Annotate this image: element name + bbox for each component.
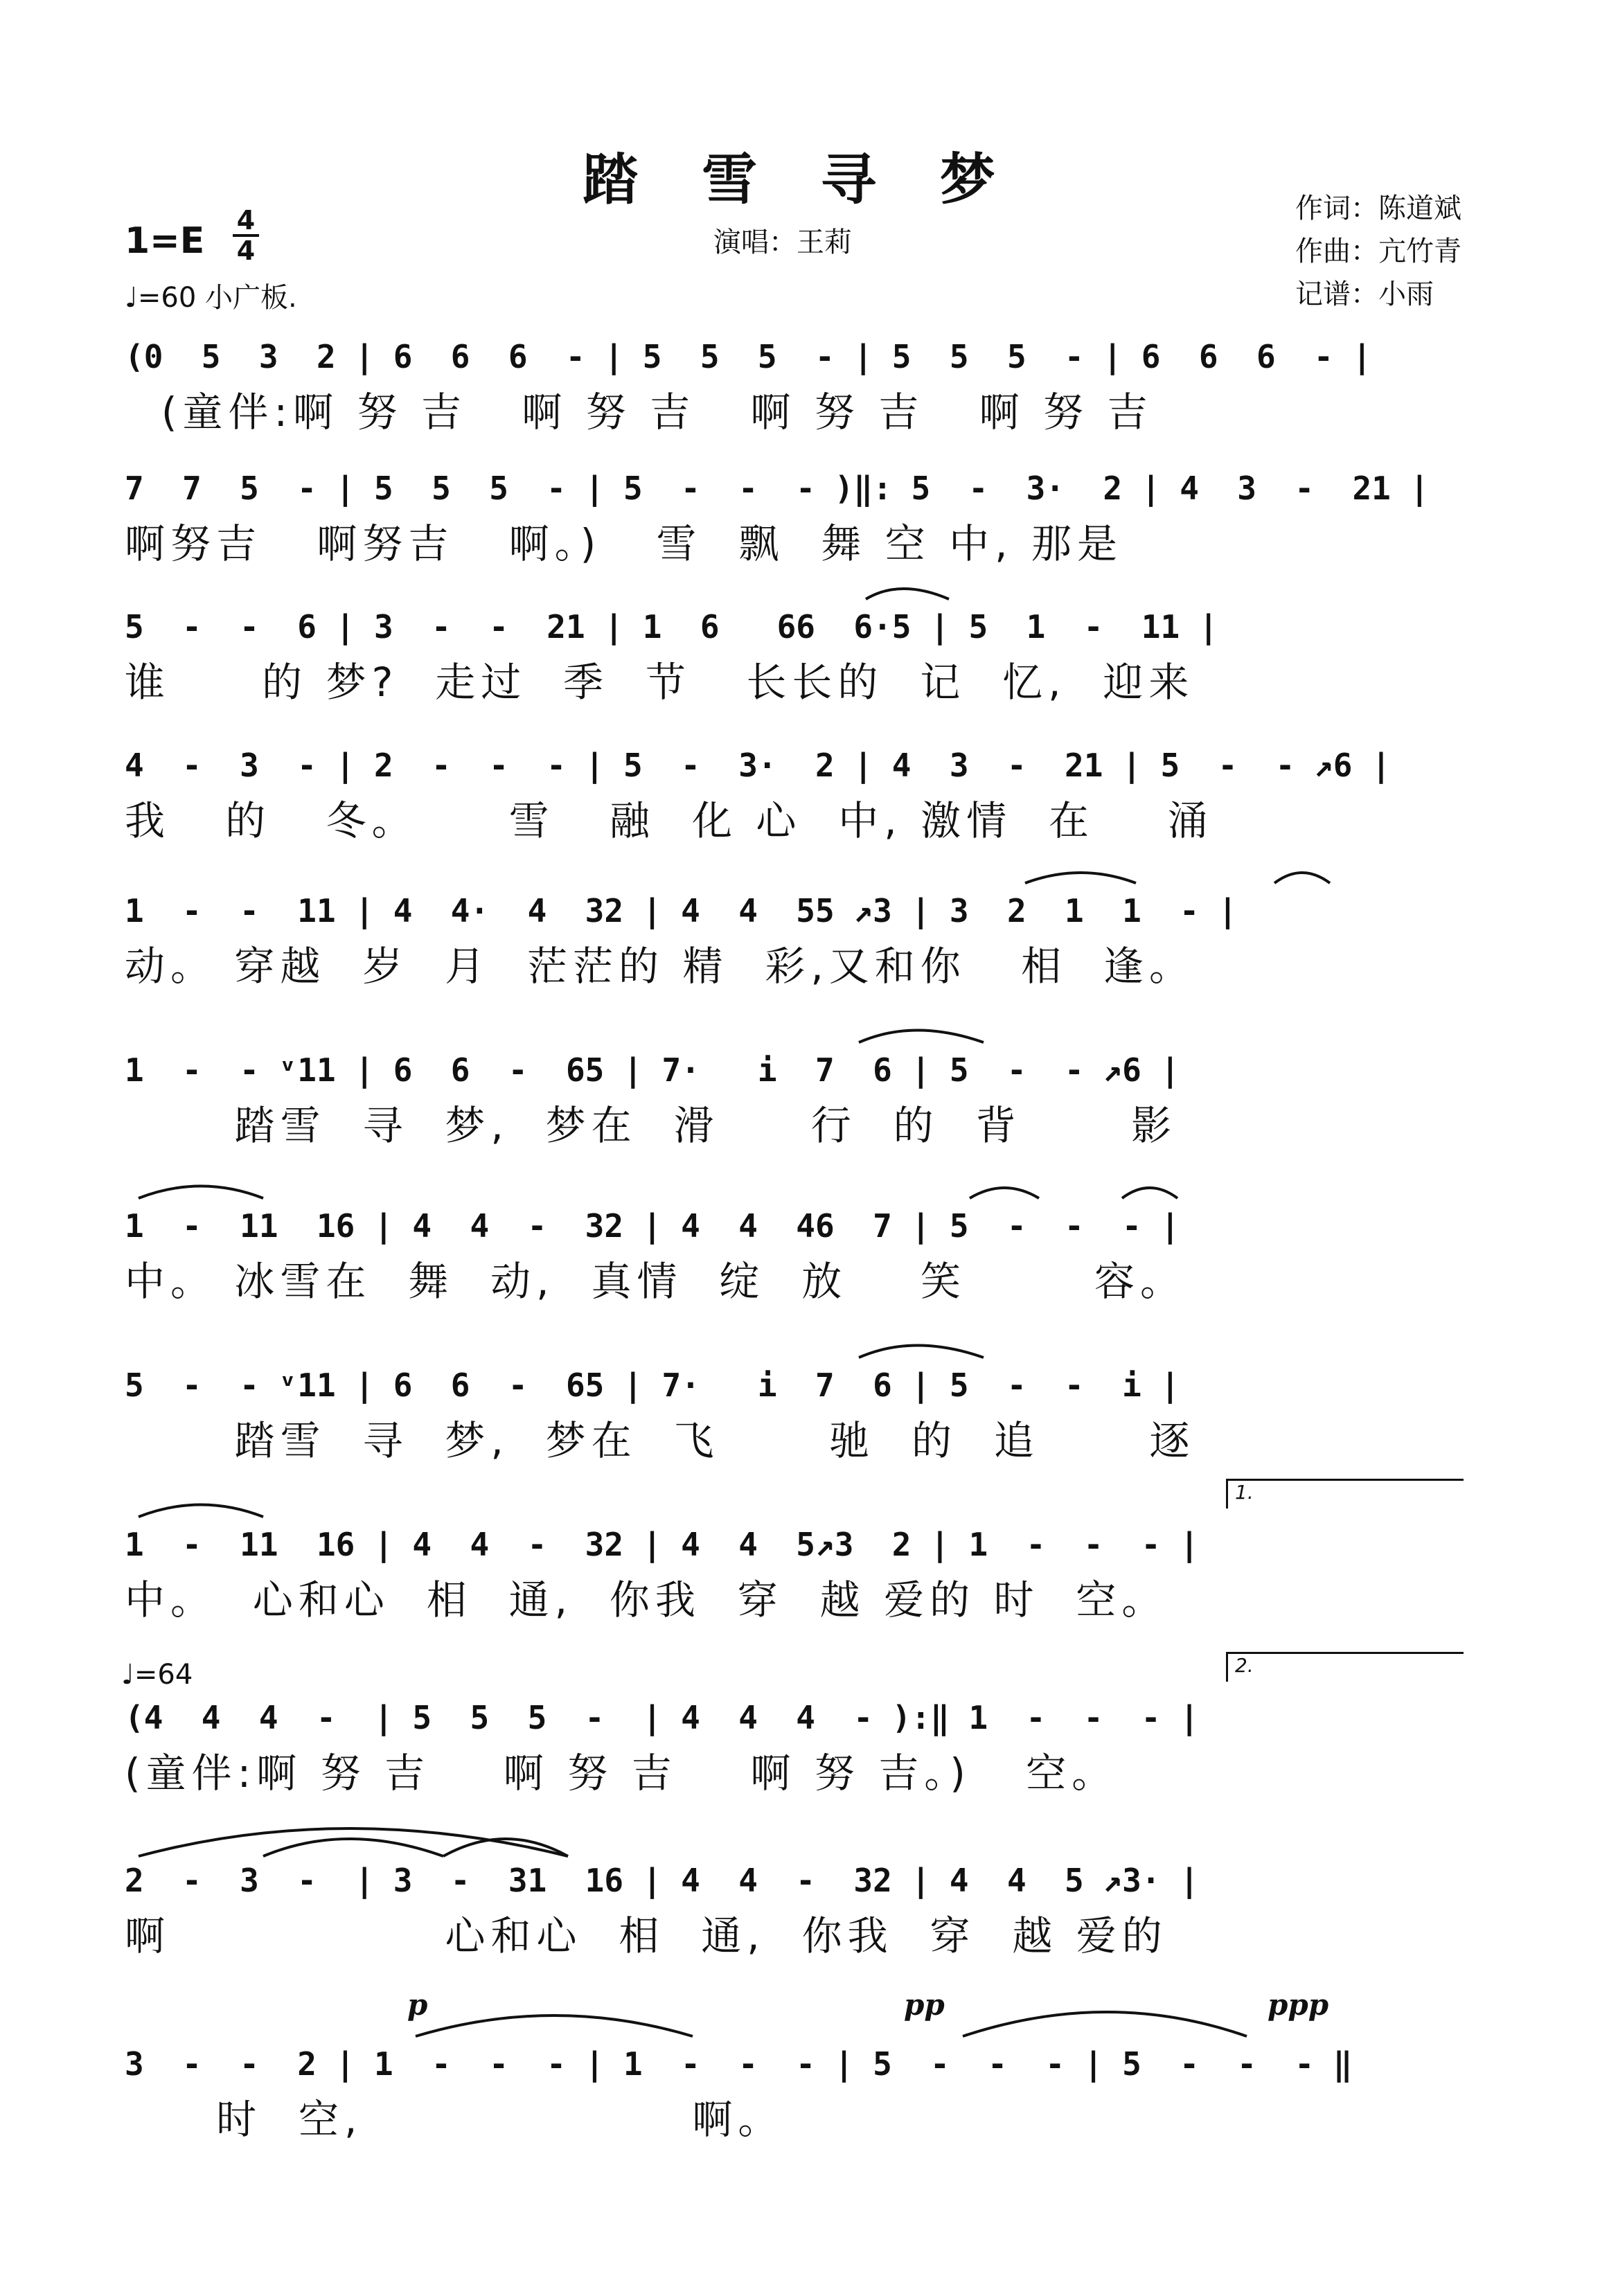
score-row-1 — [125, 329, 1461, 468]
second-ending-bracket: 2. — [1226, 1652, 1464, 1682]
lyric-line: 踏雪 寻 梦, 梦在 飞 驰 的 追 逐 — [125, 1417, 1195, 1464]
lyric-line: 中。 心和心 相 通, 你我 穿 越 爱的 时 空。 — [125, 1576, 1168, 1623]
notation-line: 4 - 3 - | 2 - - - | 5 - 3· 2 | 4 3 - 21 | 5 - - ↗6 | — [125, 747, 1391, 784]
lyric-line: 啊努吉 啊努吉 啊。) 雪 飘 舞 空 中, 那是 — [125, 520, 1123, 567]
lyric-line: (童伴:啊 努 吉 啊 努 吉 啊 努 吉。) 空。 — [125, 1750, 1118, 1797]
slur — [416, 2015, 693, 2036]
time-signature — [232, 206, 260, 265]
score-row-9 — [125, 1517, 1461, 1655]
notation-line: 5 - - 6 | 3 - - 21 | 1 6 66 6·5 | 5 1 - 11 | — [125, 608, 1218, 646]
slur — [963, 2012, 1247, 2036]
dynamic-ppp: ppp — [1268, 1988, 1329, 2022]
notation-line: 3 - - 2 | 1 - - - | 1 - - - | 5 - - - | 5 - - - ‖ — [125, 2045, 1353, 2083]
lyric-line: 时 空, 啊。 — [125, 2096, 784, 2143]
dynamic-pp: pp — [904, 1988, 945, 2022]
song-title: 踏 雪 寻 梦 — [583, 148, 1017, 212]
dynamic-p: p — [407, 1988, 428, 2022]
notation-line: 1 - - 11 | 4 4· 4 32 | 4 4 55 ↗3 | 3 2 1 1 - | — [125, 892, 1238, 929]
slur — [859, 1031, 984, 1043]
score-row-12 — [125, 2036, 1461, 2175]
slur — [970, 1188, 1039, 1198]
notation-line: 2 - 3 - | 3 - 31 16 | 4 4 - 32 | 4 4 5 ↗3· | — [125, 1862, 1199, 1899]
first-ending-bracket: 1. — [1226, 1479, 1464, 1509]
lyric-line: 啊 心和心 相 通, 你我 穿 越 爱的 — [125, 1912, 1168, 1959]
transcriber-credit: 记谱：小雨 — [1295, 278, 1434, 310]
composer-credit: 作曲：亢竹青 — [1295, 235, 1461, 267]
tempo-change-marking: ♩=64 — [121, 1659, 193, 1691]
score-row-11 — [125, 1853, 1461, 1991]
lyric-line: 中。 冰雪在 舞 动, 真情 绽 放 笑 容。 — [125, 1258, 1186, 1305]
slur — [139, 1186, 263, 1199]
score-row-7 — [125, 1198, 1461, 1337]
slur — [859, 1346, 984, 1358]
score-row-6 — [125, 1042, 1461, 1181]
time-signature-top: 4 — [236, 205, 256, 235]
credits-block — [1295, 187, 1461, 316]
slur — [139, 1505, 263, 1518]
time-signature-bottom: 4 — [236, 235, 256, 266]
lyric-line: 我 的 冬。 雪 融 化 心 中, 激情 在 涌 — [125, 797, 1214, 844]
notation-line: (0 5 3 2 | 6 6 6 - | 5 5 5 - | 5 5 5 - | 6 6 6 - | — [125, 338, 1372, 375]
key-signature: 1=E — [125, 220, 205, 262]
notation-line: 1 - - ᵛ11 | 6 6 - 65 | 7· i 7 6 | 5 - - ↗6 | — [125, 1051, 1180, 1089]
notation-line: 1 - 11 16 | 4 4 - 32 | 4 4 46 7 | 5 - - - | — [125, 1207, 1180, 1245]
slur — [1122, 1188, 1177, 1198]
tempo-marking: ♩=60 小广板. — [125, 282, 297, 314]
lyric-line: (童伴:啊 努 吉 啊 努 吉 啊 努 吉 啊 努 吉 — [125, 389, 1153, 436]
score-row-3 — [125, 599, 1461, 738]
notation-line: 7 7 5 - | 5 5 5 - | 5 - - - )‖: 5 - 3· 2 | 4 3 - 21 | — [125, 470, 1430, 507]
notation-line: 1 - 11 16 | 4 4 - 32 | 4 4 5↗3 2 | 1 - - - | — [125, 1526, 1199, 1563]
slur — [139, 1828, 568, 1856]
lyricist-credit: 作词：陈道斌 — [1295, 193, 1461, 224]
lyric-line: 踏雪 寻 梦, 梦在 滑 行 的 背 影 — [125, 1102, 1177, 1149]
singer-credit: 演唱：王莉 — [713, 226, 852, 258]
score-row-8 — [125, 1358, 1461, 1496]
score-row-10 — [125, 1690, 1461, 1828]
lyric-line: 谁 的 梦? 走过 季 节 长长的 记 忆, 迎来 — [125, 659, 1195, 706]
lyric-line: 动。 穿越 岁 月 茫茫的 精 彩,又和你 相 逢。 — [125, 943, 1195, 990]
score-row-2 — [125, 461, 1461, 599]
score-row-4 — [125, 738, 1461, 876]
notation-line: 5 - - ᵛ11 | 6 6 - 65 | 7· i 7 6 | 5 - - i | — [125, 1367, 1180, 1404]
notation-line: (4 4 4 - | 5 5 5 - | 4 4 4 - ):‖ 1 - - - | — [125, 1699, 1199, 1736]
score-row-5 — [125, 883, 1461, 1022]
